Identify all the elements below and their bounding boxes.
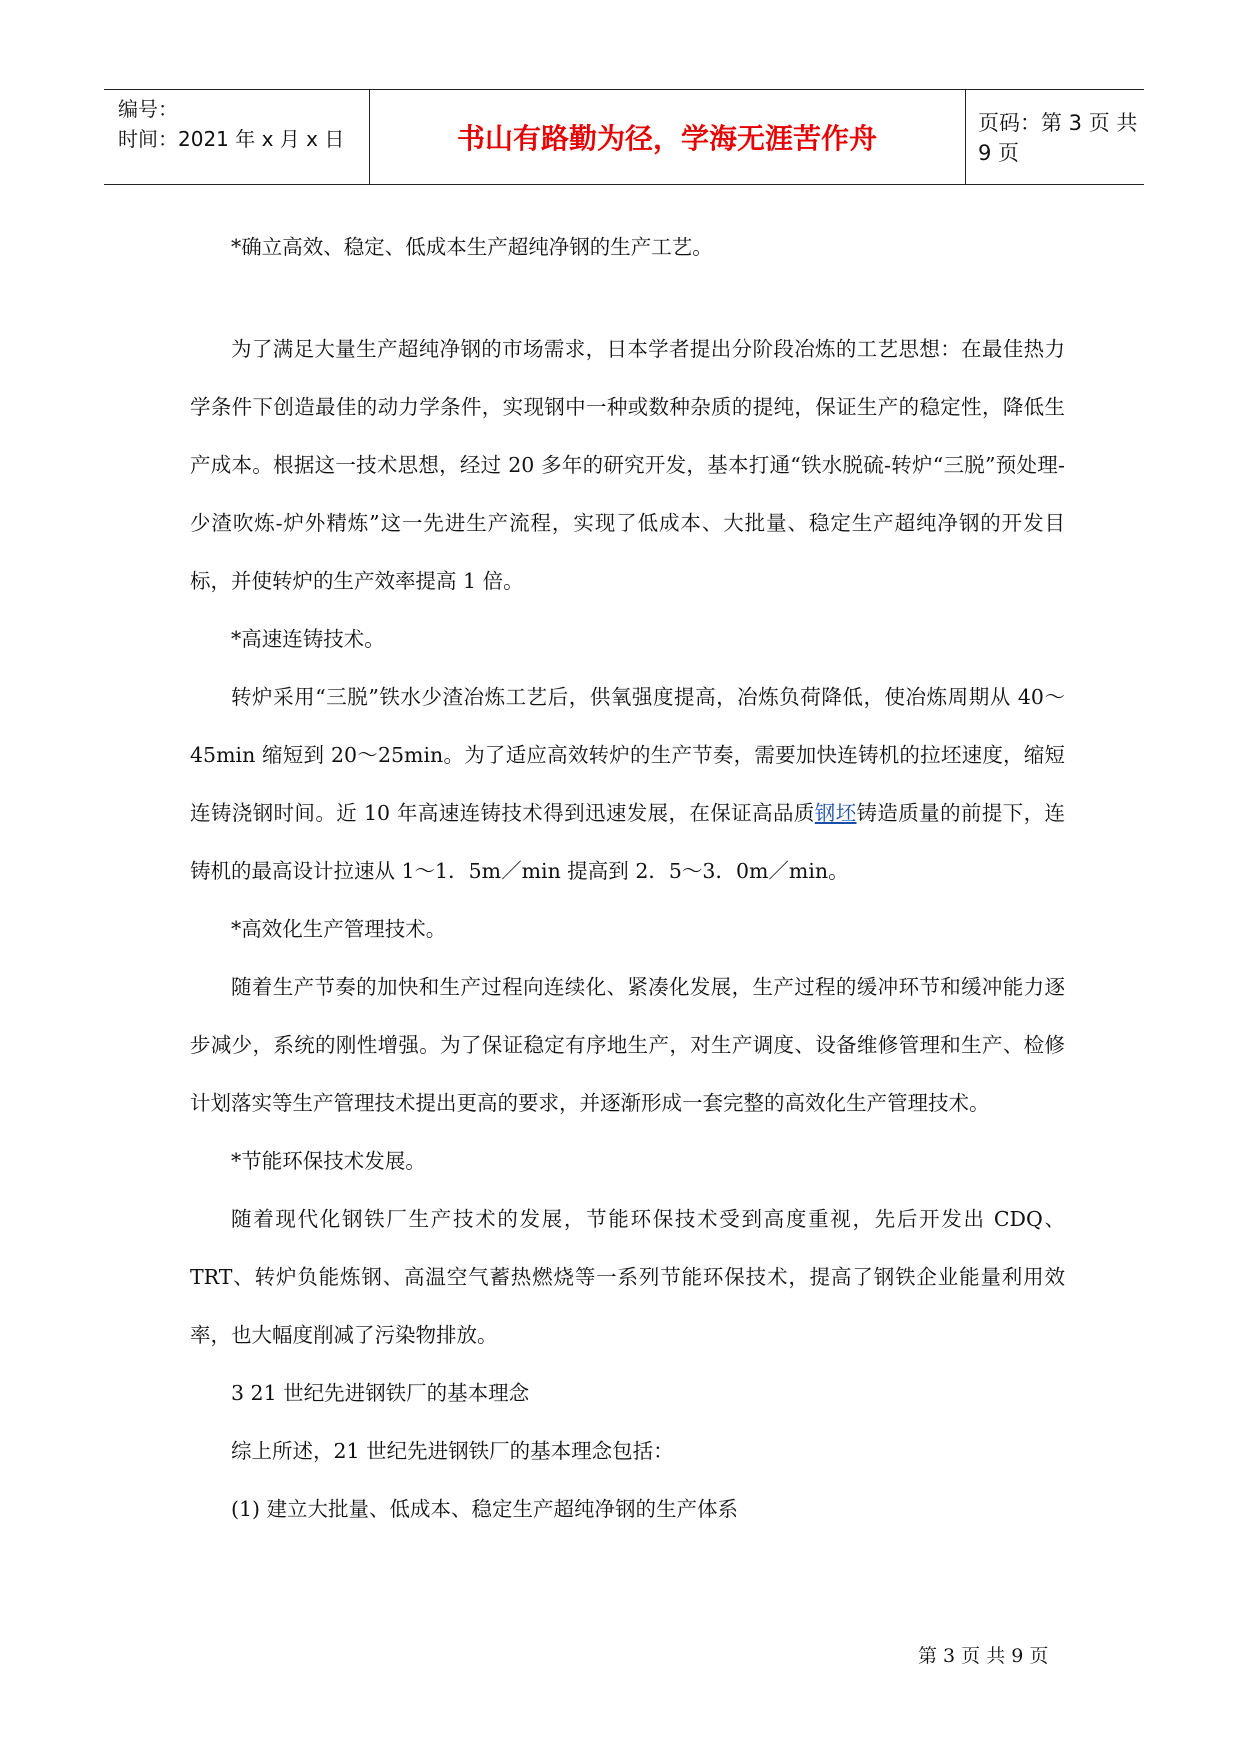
document-body	[190, 218, 1065, 1538]
time-label: 时间：2021 年 x 月 x 日	[118, 127, 345, 151]
header-page-info: 页码：第 3 页 共 9 页	[978, 111, 1138, 165]
paragraph: *节能环保技术发展。	[231, 1149, 426, 1173]
number-label: 编号：	[118, 97, 178, 121]
section-heading: 3 21 世纪先进钢铁厂的基本理念	[231, 1381, 530, 1405]
paragraph	[190, 668, 1065, 900]
paragraph: 随着现代化钢铁厂生产技术的发展，节能环保技术受到高度重视，先后开发出 CDQ、TRT、转炉负能炼钢、高温空气蓄热燃烧等一系列节能环保技术，提高了钢铁企业能量利用效率，也大幅度削减了污染物排放。	[190, 1207, 1065, 1347]
paragraph: 为了满足大量生产超纯净钢的市场需求，日本学者提出分阶段冶炼的工艺思想：在最佳热力学条件下创造最佳的动力学条件，实现钢中一种或数种杂质的提纯，保证生产的稳定性，降低生产成本。根据这一技术思想，经过 20 多年的研究开发，基本打通“铁水脱硫-转炉“三脱”预处理-少渣吹炼-炉外精炼”这一先进生产流程，实现了低成本、大批量、稳定生产超纯净钢的开发目标，并使转炉的生产效率提高 1 倍。	[190, 337, 1065, 593]
paragraph: *高速连铸技术。	[231, 627, 385, 651]
paragraph: *高效化生产管理技术。	[231, 917, 447, 941]
page-header	[104, 89, 1144, 185]
paragraph-text: 转炉采用“三脱”铁水少渣冶炼工艺后，供氧强度提高，冶炼负荷降低，使冶炼周期从 40～45min 缩短到 20～25min。为了适应高效转炉的生产节奏，需要加快连铸机的拉坯速度，缩短连铸浇钢时间。近 10 年高速连铸技术得到迅速发展，在保证高品质	[190, 685, 1065, 825]
page-footer: 第 3 页 共 9 页	[918, 1645, 1049, 1667]
header-motto: 书山有路勤为径，学海无涯苦作舟	[456, 122, 877, 155]
steel-billet-link[interactable]: 钢坯	[814, 801, 857, 825]
paragraph: 随着生产节奏的加快和生产过程向连续化、紧凑化发展，生产过程的缓冲环节和缓冲能力逐步减少，系统的刚性增强。为了保证稳定有序地生产，对生产调度、设备维修管理和生产、检修计划落实等生产管理技术提出更高的要求，并逐渐形成一套完整的高效化生产管理技术。	[190, 975, 1065, 1115]
header-meta	[118, 94, 368, 154]
header-divider	[965, 90, 966, 184]
paragraph: *确立高效、稳定、低成本生产超纯净钢的生产工艺。	[231, 235, 713, 259]
paragraph: 综上所述，21 世纪先进钢铁厂的基本理念包括：	[231, 1439, 674, 1463]
list-item: (1) 建立大批量、低成本、稳定生产超纯净钢的生产体系	[231, 1497, 739, 1521]
spacer	[190, 276, 1065, 320]
paragraph-text: 铸造质量的前提下，连铸机的最高设计拉速从 1～1．5m／min 提高到 2．5～3．0m／min。	[190, 801, 1065, 883]
